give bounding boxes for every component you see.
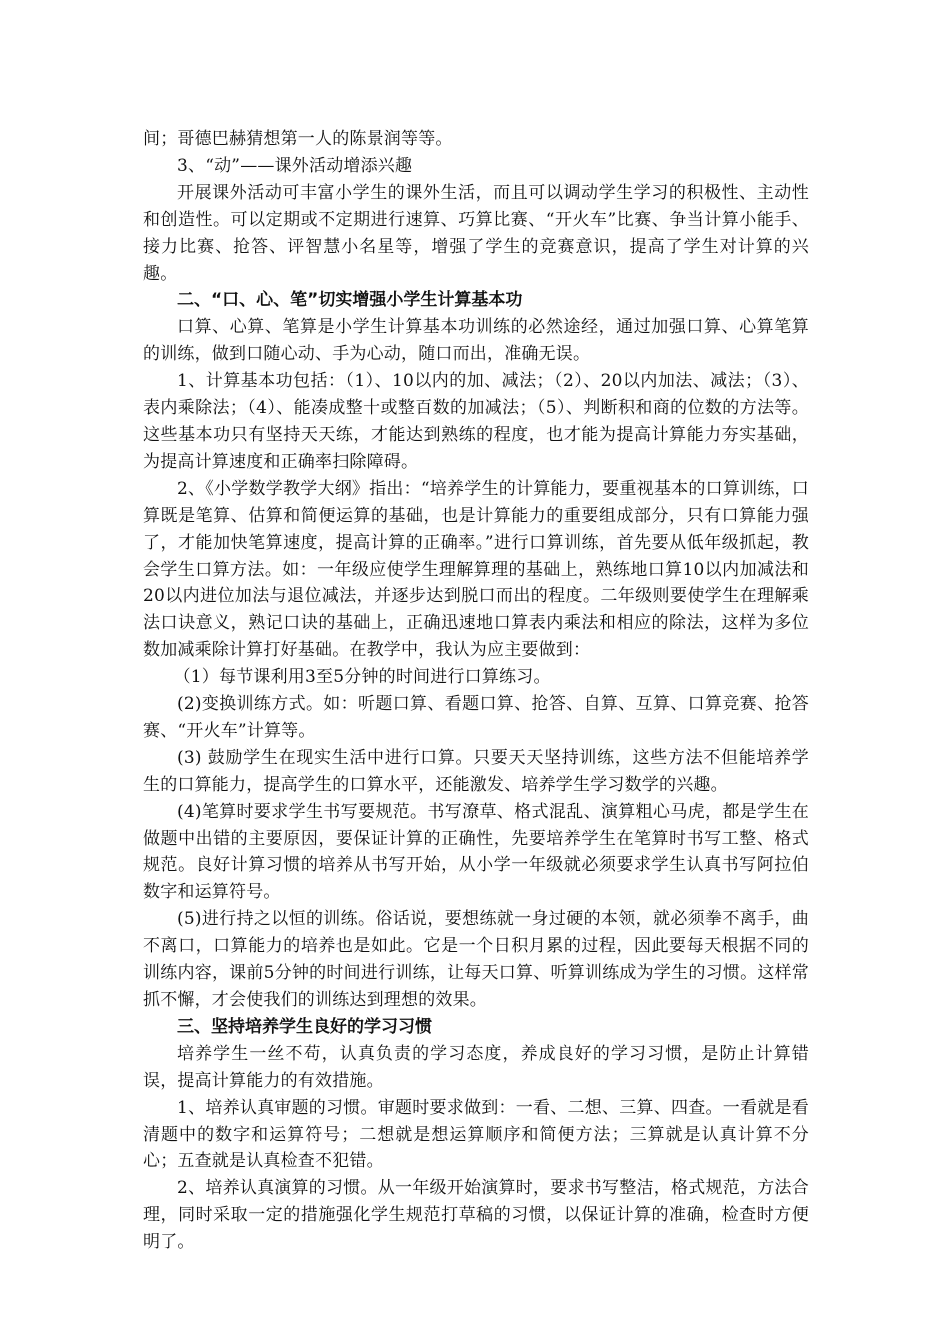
paragraph-activities: 开展课外活动可丰富小学生的课外生活，而且可以调动学生学习的积极性、主动性和创造性。可以定期或不定期进行速算、巧算比赛、“开火车”比赛、争当计算小能手、接力比赛、抢答、评智慧小名星等，增强了学生的竞赛意识，提高了学生对计算的兴趣。 (143, 182, 809, 284)
list-item-4: (4)笔算时要求学生书写要规范。书写潦草、格式混乱、演算粗心马虎，都是学生在做题中出错的主要原因，要保证计算的正确性，先要培养学生在笔算时书写工整、格式规范。良好计算习惯的培养从书写开始，从小学一年级就必须要求学生认真书写阿拉伯数字和运算符号。 (143, 801, 809, 903)
subheading-activities: 3、“动”——课外活动增添兴趣 (177, 155, 413, 176)
list-item-1: （1）每节课利用3至5分钟的时间进行口算练习。 (173, 667, 551, 688)
list-item-2: (2)变换训练方式。如：听题口算、看题口算、抢答、自算、互算、口算竞赛、抢答赛、“开火车”计算等。 (143, 694, 809, 741)
paragraph-basic-skills-list: 1、计算基本功包括：（1）、10以内的加、减法；（2）、20以内加法、减法；（3）、表内乘除法；（4）、能凑成整十或整百数的加减法；（5）、判断积和商的位数的方法等。这些基本功只有坚持天天练，才能达到熟练的程度，也才能为提高计算能力夯实基础，为提高计算速度和正确率扫除障碍。 (143, 371, 809, 472)
paragraph-habit-reading: 1、培养认真审题的习惯。审题时要求做到：一看、二想、三算、四查。一看就是看清题中的数字和运算符号；二想就是想运算顺序和简便方法；三算就是认真计算不分心；五查就是认真检查不犯错。 (143, 1097, 809, 1172)
document-body (143, 126, 809, 1256)
section-heading-2: 二、“口、心、笔”切实增强小学生计算基本功 (177, 290, 523, 311)
list-item-5: (5)进行持之以恒的训练。俗话说，要想练就一身过硬的本领，就必须拳不离手，曲不离口，口算能力的培养也是如此。它是一个日积月累的过程，因此要每天根据不同的训练内容，课前5分钟的时间进行训练，让每天口算、听算训练成为学生的习惯。这样常抓不懈，才会使我们的训练达到理想的效果。 (143, 909, 809, 1010)
paragraph-basic-skills-intro: 口算、心算、笔算是小学生计算基本功训练的必然途经，通过加强口算、心算笔算的训练，做到口随心动、手为心动，随口而出，准确无误。 (143, 317, 809, 365)
section-heading-3: 三、坚持培养学生良好的学习习惯 (177, 1016, 432, 1037)
list-item-3: (3) 鼓励学生在现实生活中进行口算。只要天天坚持训练，这些方法不但能培养学生的口算能力，提高学生的口算水平，还能激发、培养学生学习数学的兴趣。 (143, 747, 809, 795)
paragraph-habit-calculation: 2、培养认真演算的习惯。从一年级开始演算时，要求书写整洁，格式规范，方法合理，同时采取一定的措施强化学生规范打草稿的习惯，以保证计算的准确，检查时方便明了。 (143, 1178, 809, 1253)
paragraph-syllabus: 2、《小学数学教学大纲》指出：“培养学生的计算能力，要重视基本的口算训练，口算既是笔算、估算和简便运算的基础，也是计算能力的重要组成部分，只有口算能力强了，才能加快笔算速度，提高计算的正确率。”进行口算训练，首先要从低年级抓起，教会学生口算方法。如：一年级应使学生理解算理的基础上，熟练地口算10以内加减法和20以内进位加法与退位减法，并逐步达到脱口而出的程度。二年级则要使学生在理解乘法口诀意义，熟记口诀的基础上，正确迅速地口算表内乘法和相应的除法，这样为多位数加减乘除计算打好基础。在教学中，我认为应主要做到： (143, 478, 809, 661)
paragraph-habits-intro: 培养学生一丝不苟，认真负责的学习态度，养成良好的学习习惯，是防止计算错误，提高计算能力的有效措施。 (143, 1043, 809, 1091)
paragraph-1: 间；哥德巴赫猜想第一人的陈景润等等。 (143, 129, 453, 149)
